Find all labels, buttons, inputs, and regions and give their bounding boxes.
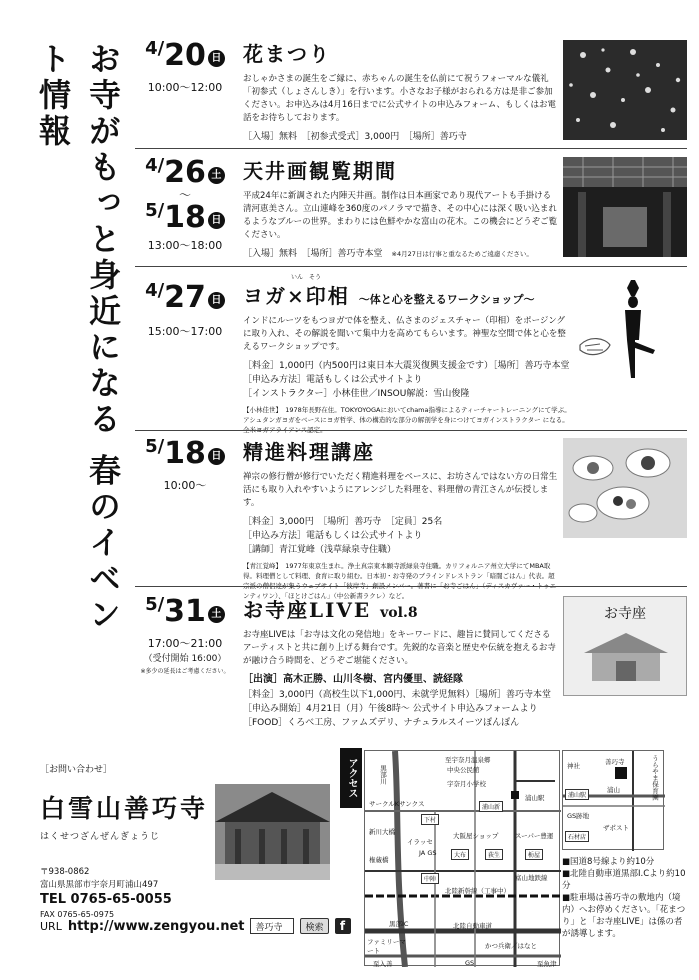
performers: ［出演］高木正勝、山川冬樹、宮内優里、読経隊	[243, 674, 463, 685]
map-label: スーパー豊運	[515, 832, 554, 840]
day-of-week-badge: 日	[208, 212, 225, 229]
event-meta-line: ［料金］3,000円（高校生以下1,000円、未就学児無料）［場所］善巧寺本堂	[243, 690, 552, 700]
event-meta-note: ※4月27日は行事と重なるためご遠慮ください。	[391, 250, 533, 258]
map-label: ファミリーマート	[367, 938, 406, 955]
live-poster	[563, 596, 687, 696]
date-month: 5/	[145, 200, 165, 221]
map-label: 中陣	[421, 873, 439, 884]
event-title: 天井画観覧期間	[243, 159, 397, 183]
event-date	[135, 272, 235, 339]
event-oteraza-live	[135, 594, 687, 744]
minimap-label: ザポスト	[603, 824, 629, 832]
day-of-week-badge: 日	[208, 50, 225, 67]
petals-image	[563, 40, 687, 140]
map-label: 大阪屋ショップ	[453, 832, 499, 840]
event-ceiling-painting	[135, 155, 687, 263]
website-link[interactable]: http://www.zengyou.net	[67, 918, 245, 934]
map-label: 権蔵橋	[369, 856, 389, 864]
day-of-week-badge: 日	[208, 292, 225, 309]
map-label: サークルKサンクス	[369, 800, 425, 808]
minimap-label: うらやま保育園	[651, 755, 659, 801]
map-label: 至魚津	[537, 960, 557, 968]
map-label: JA GS	[419, 849, 437, 857]
access-notes	[562, 856, 687, 940]
date-month: 4/	[145, 38, 165, 59]
temple-building-image	[215, 784, 330, 880]
access-note: ■国道8号線より約10分	[562, 857, 655, 867]
event-title: 精進料理講座	[243, 440, 375, 464]
flower-petals-photo	[563, 40, 687, 140]
event-date	[135, 155, 235, 253]
url-label: URL	[40, 919, 62, 933]
event-meta: ［入場］無料 ［初参式受式］3,000円 ［場所］善巧寺	[243, 132, 467, 142]
event-hanamatsuri	[135, 38, 687, 148]
event-description: おしゃかさまの誕生をご縁に、赤ちゃんの誕生を仏前にて祝うフォーマルな儀礼「初参式（しょさんしき）」を行います。小さなお子様がおられる方は是非ご参加ください。お申込みは4月16日までに公式サイトの申込みフォーム、もしくはお電話をお待ちしております。	[243, 74, 556, 123]
day-of-week-badge: 土	[208, 606, 225, 623]
temple-photo	[215, 784, 330, 880]
minimap-label: GS跡地	[567, 812, 590, 820]
event-title: ヨガ×印相	[243, 284, 350, 308]
yoga-pose-illustration	[575, 280, 687, 380]
url-row	[40, 918, 351, 934]
access-note: ■駐車場は善巧寺の敷地内（境内）へお停めください。「花まつり」と「お寺座LIVE」は係の者が誘導します。	[562, 893, 686, 939]
page-title: お寺がもっと身近になる 春のイベント情報	[34, 42, 122, 634]
event-meta-line: ［申込み方法］電話もしくは公式サイトより	[243, 531, 423, 541]
date-day: 27	[164, 280, 206, 315]
map-label: 新川大橋	[369, 828, 395, 836]
event-time: 13:00〜18:00	[147, 239, 223, 252]
event-title: お寺座LIVE	[243, 598, 372, 622]
map-label: 中央公民館	[447, 766, 480, 774]
map-label: かつ兵衛／はなと	[485, 942, 537, 950]
temple-name-kana: はくせつざんぜんぎょうじ	[40, 832, 161, 842]
event-date	[135, 594, 235, 675]
event-description: 禅宗の修行僧が修行でいただく精進料理をベースに、お坊さんではない方の日常生活にも取り入れやすいようにアレンジした料理を、料理僧の青江さんが伝授します。	[243, 472, 558, 508]
map-label: 浦山新	[479, 801, 503, 812]
event-description: お寺座LIVEは「お寺は文化の発信地」をキーワードに、趣旨に賛同してくださるアーティストと共に創り上げる舞台です。先鋭的な音楽と歴史や伝統を抱えるお寺が融け合う時間を、どうぞご堪能ください。	[243, 630, 556, 666]
divider	[135, 148, 687, 149]
day-of-week-badge: 日	[208, 448, 225, 465]
event-date	[135, 38, 235, 95]
event-meta-line: ［料金］3,000円 ［場所］善巧寺 ［定員］25名	[243, 517, 443, 527]
date-month: 5/	[145, 436, 165, 457]
event-title: 花まつり	[243, 42, 331, 66]
facebook-icon[interactable]: f	[335, 918, 351, 934]
map-label: 至入善	[373, 960, 393, 968]
event-description: インドにルーツをもつヨガで体を整え、仏さまのジェスチャー（印相）をポージングに取り入れ、その解説を聞いて集中力を高めてもらいます。神聖な空間で体と心を整えるワークショップです。	[243, 316, 566, 352]
map-label: 黒部IC	[389, 920, 409, 928]
contact-label: ［お問い合わせ］	[40, 765, 113, 775]
date-day: 20	[164, 38, 206, 73]
day-of-week-badge: 土	[208, 167, 225, 184]
time-note: ※多少の延長はご考慮ください。	[140, 668, 230, 675]
minimap-label: 石材店	[565, 831, 589, 842]
map-label: 北陸新幹線（工事中）	[445, 887, 510, 895]
event-time: 15:00〜17:00	[147, 325, 223, 338]
lecturer-bio: 【青江覚峰】 1977年東京生まれ。浄土真宗東本願寺派緑泉寺住職。カリフォルニア州立大学にてMBA取得。料理僧として料理、食育に取り組む。日本初・お寺発のブラインドレストラン「暗闇ごはん」代表。超宗派の僧侶達が集うウェブサイト「彼岸寺」創設メンバー。著書に「お寺ごはん」（ディスカヴァー・トゥエンティワン）、「ほとけごはん」（中公新書ラクレ）など。	[243, 562, 557, 600]
divider	[135, 430, 687, 431]
date-month: 4/	[145, 155, 165, 176]
event-date	[135, 436, 235, 493]
zip-code: 〒938-0862	[40, 867, 90, 877]
address: 富山県黒部市宇奈月町浦山497	[40, 880, 159, 890]
minimap-label: 浦山	[607, 786, 620, 794]
date-day: 18	[164, 200, 206, 235]
date-month: 4/	[145, 280, 165, 301]
access-note: ■北陸自動車道黒部I.Cより約10分	[562, 869, 686, 891]
event-volume: vol.8	[380, 605, 418, 621]
divider	[135, 586, 687, 587]
map-label: 浦山駅	[525, 794, 545, 802]
divider	[135, 266, 687, 267]
access-section	[340, 748, 690, 970]
poster-temple-image	[564, 623, 687, 693]
map-label: 至宇奈月温泉郷	[445, 756, 491, 764]
map-label: 荻生	[485, 849, 503, 860]
map-label: 大布	[451, 849, 469, 860]
minimap-label: 善巧寺	[605, 758, 625, 766]
date-day: 26	[164, 155, 206, 190]
access-tab-label: アクセス	[340, 748, 362, 808]
date-day: 31	[164, 594, 206, 629]
search-button[interactable]: 検索	[300, 918, 328, 934]
event-meta-line: ［FOOD］くろべ工房、ファムズデリ、ナチュラルスイーツぽんぽん	[243, 718, 520, 728]
reception-time: （受付開始 16:00）	[143, 654, 227, 664]
event-meta-line: ［講師］青江覚峰（浅草緑泉寺住職）	[243, 545, 397, 555]
map-label: 黒部川	[379, 765, 387, 785]
event-time: 17:00〜21:00	[147, 637, 223, 650]
search-input[interactable]: 善巧寺	[250, 918, 294, 934]
event-meta: ［入場］無料 ［場所］善巧寺本堂	[243, 249, 383, 259]
event-meta-line: ［料金］1,000円（内500円は東日本大震災復興支援金です）［場所］善巧寺本堂	[243, 361, 570, 371]
minimap-label: 神社	[567, 762, 580, 770]
event-meta-line: ［申込み開始］4月21日（月）午後8時〜 公式サイト申込みフォームより	[243, 704, 538, 714]
event-time: 10:00〜12:00	[147, 81, 223, 94]
event-subtitle: 〜体と心を整えるワークショップ〜	[358, 293, 535, 306]
poster-title: お寺座	[604, 606, 646, 622]
date-day: 18	[164, 436, 206, 471]
event-time: 10:00〜	[163, 479, 207, 492]
map-label: 下村	[421, 814, 439, 825]
map-label: 富山地鉄線	[515, 874, 548, 882]
map-label: 北陸自動車道	[453, 922, 492, 930]
temple-interior-image	[563, 157, 687, 257]
title-ruby: いん そう	[291, 274, 322, 281]
shojin-dishes-image	[563, 438, 687, 538]
phone-number: TEL 0765-65-0055	[40, 892, 172, 907]
date-month: 5/	[145, 594, 165, 615]
instructor-bio: 【小林佳世】 1978年長野在住。TOKYOYOGAにおいてchama指導によるティーチャートレーニングにて学ぶ。アシュタンガヨガをベースにヨガ哲学、体の構造的な部分の解剖学を身につけてヨガインストラクター になる。全米ヨガアライアンス認定。	[243, 406, 571, 434]
ceiling-painting-photo	[563, 157, 687, 257]
event-yoga	[135, 272, 687, 432]
cooking-photo	[563, 438, 687, 538]
fax-number: FAX 0765-65-0975	[40, 910, 115, 919]
minimap-label: 浦山駅	[565, 789, 589, 800]
map-label: イラッセ	[407, 838, 433, 846]
access-minimap	[562, 750, 664, 850]
event-meta-line: ［インストラクター］小林佳世／INSOU解説：雪山俊隆	[243, 389, 470, 399]
access-map	[364, 750, 560, 966]
map-label: GS	[465, 959, 475, 967]
event-description: 平成24年に新調された内陣天井画。制作は日本画家であり現代アートも手掛ける清河恵美さん。立山連峰を360度のパノラマで描き、その中心には深く吸い込まれるようなブルーの世界。まわりには色鮮やかな富山の花木。この機会にどうぞご覧ください。	[243, 191, 558, 240]
event-meta-line: ［申込み方法］電話もしくは公式サイトより	[243, 375, 423, 385]
date-range-tilde: 〜	[178, 188, 191, 202]
map-label: 栃屋	[525, 849, 543, 860]
map-label: 宇奈月小学校	[447, 780, 486, 788]
temple-name: 白雪山善巧寺	[40, 794, 209, 823]
event-shojin-cooking	[135, 436, 687, 600]
